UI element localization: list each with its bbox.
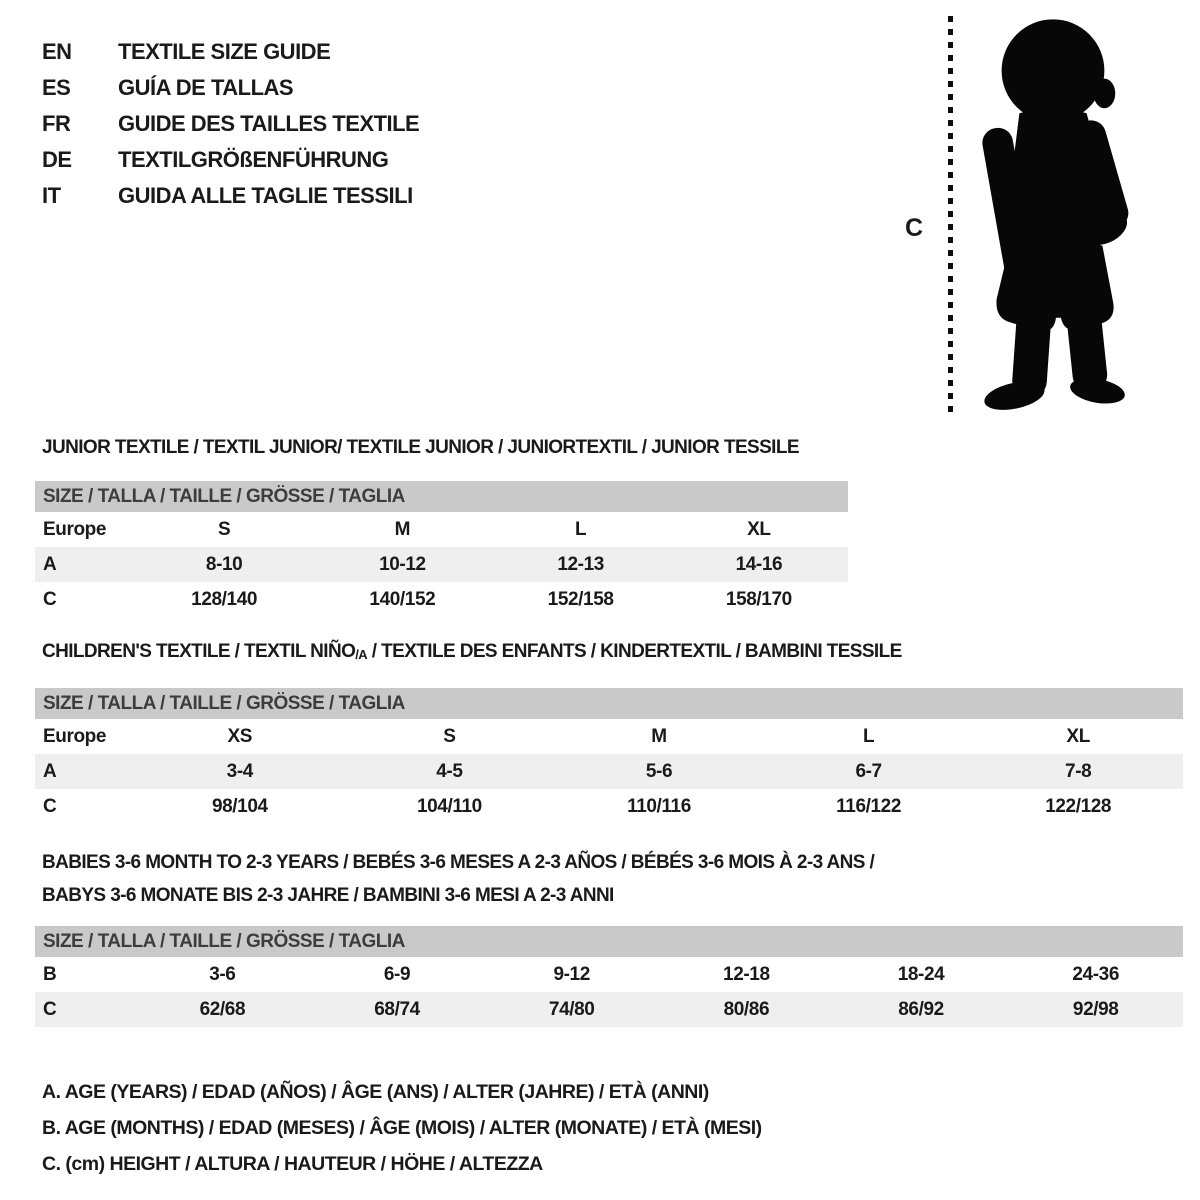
- age-cell: 3-4: [226, 761, 253, 782]
- height-cell: 152/158: [547, 589, 614, 610]
- size-cell: L: [575, 519, 587, 540]
- height-cell: 122/128: [1045, 796, 1112, 817]
- height-cell: 98/104: [211, 796, 268, 817]
- age-cell: 10-12: [379, 554, 426, 575]
- height-cell: 116/122: [836, 796, 901, 817]
- height-measure-label: C: [905, 214, 924, 242]
- row-label: B: [43, 964, 57, 985]
- row-label: A: [43, 554, 57, 575]
- language-label: GUIDA ALLE TAGLIE TESSILI: [118, 183, 413, 208]
- language-label: GUIDE DES TAILLES TEXTILE: [118, 111, 420, 136]
- junior-section-title: JUNIOR TEXTILE / TEXTIL JUNIOR/ TEXTILE JUNIOR / JUNIORTEXTIL / JUNIOR TESSILE: [42, 437, 799, 458]
- language-label: TEXTILGRÖßENFÜHRUNG: [118, 147, 389, 172]
- height-cell: 158/170: [725, 589, 792, 610]
- language-row-es: [42, 70, 419, 106]
- children-section-title: [42, 641, 902, 663]
- row-label: Europe: [43, 726, 107, 747]
- language-code: EN: [42, 39, 72, 64]
- height-cell: 74/80: [548, 999, 595, 1020]
- table-row-height: [35, 992, 1183, 1027]
- babies-section-title-line2: BABYS 3-6 MONATE BIS 2-3 JAHRE / BAMBINI 3-6 MESI A 2-3 ANNI: [42, 885, 614, 906]
- table-row-europe: [35, 512, 848, 547]
- height-cell: 86/92: [898, 999, 944, 1020]
- language-row-de: [42, 142, 419, 178]
- height-cell: 92/98: [1072, 999, 1119, 1020]
- height-cell: 110/116: [627, 796, 691, 817]
- babies-size-header-bar: SIZE / TALLA / TAILLE / GRÖSSE / TAGLIA: [35, 926, 1183, 957]
- children-title-part1: CHILDREN'S TEXTILE / TEXTIL NIÑO: [42, 641, 356, 662]
- months-cell: 18-24: [897, 964, 945, 985]
- height-cell: 62/68: [199, 999, 246, 1020]
- language-list: [42, 34, 419, 214]
- size-cell: S: [217, 519, 231, 540]
- table-row-age: [35, 754, 1183, 789]
- months-cell: 24-36: [1072, 964, 1119, 985]
- height-cell: 140/152: [369, 589, 436, 610]
- language-row-fr: [42, 106, 419, 142]
- row-label: C: [43, 589, 57, 610]
- legend-line-a: A. AGE (YEARS) / EDAD (AÑOS) / ÂGE (ANS) / ALTER (JAHRE) / ETÀ (ANNI): [42, 1081, 709, 1103]
- age-cell: 4-5: [436, 761, 463, 782]
- table-row-europe: [35, 719, 1183, 754]
- age-cell: 5-6: [645, 761, 673, 782]
- size-cell: XL: [747, 519, 771, 540]
- age-cell: 6-7: [855, 761, 882, 782]
- months-cell: 6-9: [383, 964, 411, 985]
- babies-section-title-line1: BABIES 3-6 MONTH TO 2-3 YEARS / BEBÉS 3-6 MESES A 2-3 AÑOS / BÉBÉS 3-6 MOIS À 2-3 ANS /: [42, 852, 875, 873]
- row-label: C: [43, 999, 57, 1020]
- babies-size-table: [35, 926, 1183, 1027]
- legend-line-b: B. AGE (MONTHS) / EDAD (MESES) / ÂGE (MOIS) / ALTER (MONATE) / ETÀ (MESI): [42, 1117, 762, 1139]
- height-measure-dotted-line: [948, 16, 953, 414]
- height-cell: 104/110: [416, 796, 482, 817]
- language-row-en: [42, 34, 419, 70]
- table-row-months: [35, 957, 1183, 992]
- table-row-age: [35, 547, 848, 582]
- language-code: ES: [42, 75, 71, 100]
- size-cell: XL: [1066, 726, 1090, 747]
- height-cell: 128/140: [191, 589, 258, 610]
- age-cell: 14-16: [735, 554, 783, 575]
- row-label: A: [43, 761, 57, 782]
- months-cell: 9-12: [553, 964, 590, 985]
- children-size-table: [35, 688, 1183, 824]
- height-cell: 68/74: [374, 999, 420, 1020]
- row-label: C: [43, 796, 57, 817]
- language-row-it: [42, 178, 419, 214]
- size-cell: M: [394, 519, 411, 540]
- junior-size-header-bar: SIZE / TALLA / TAILLE / GRÖSSE / TAGLIA: [35, 481, 848, 512]
- size-cell: S: [443, 726, 456, 747]
- children-size-header-bar: SIZE / TALLA / TAILLE / GRÖSSE / TAGLIA: [35, 688, 1183, 719]
- months-cell: 3-6: [209, 964, 236, 985]
- age-cell: 7-8: [1065, 761, 1092, 782]
- legend-line-c: C. (cm) HEIGHT / ALTURA / HAUTEUR / HÖHE / ALTEZZA: [42, 1153, 543, 1175]
- children-title-part2: / TEXTILE DES ENFANTS / KINDERTEXTIL / BAMBINI TESSILE: [367, 641, 902, 662]
- children-title-sub: /A: [355, 647, 368, 662]
- months-cell: 12-18: [723, 964, 770, 985]
- junior-size-table: [35, 481, 848, 617]
- size-cell: L: [862, 726, 875, 747]
- size-cell: XS: [227, 726, 253, 747]
- language-label: GUÍA DE TALLAS: [118, 75, 294, 100]
- baby-silhouette: [968, 14, 1136, 414]
- language-code: FR: [42, 111, 71, 136]
- table-row-height: [35, 789, 1183, 824]
- language-code: IT: [42, 183, 61, 208]
- language-label: TEXTILE SIZE GUIDE: [118, 39, 331, 64]
- age-cell: 8-10: [205, 554, 243, 575]
- table-row-height: [35, 582, 848, 617]
- height-cell: 80/86: [723, 999, 770, 1020]
- legend: [42, 1074, 762, 1182]
- age-cell: 12-13: [557, 554, 604, 575]
- language-code: DE: [42, 147, 72, 172]
- size-cell: M: [651, 726, 667, 747]
- row-label: Europe: [43, 519, 107, 540]
